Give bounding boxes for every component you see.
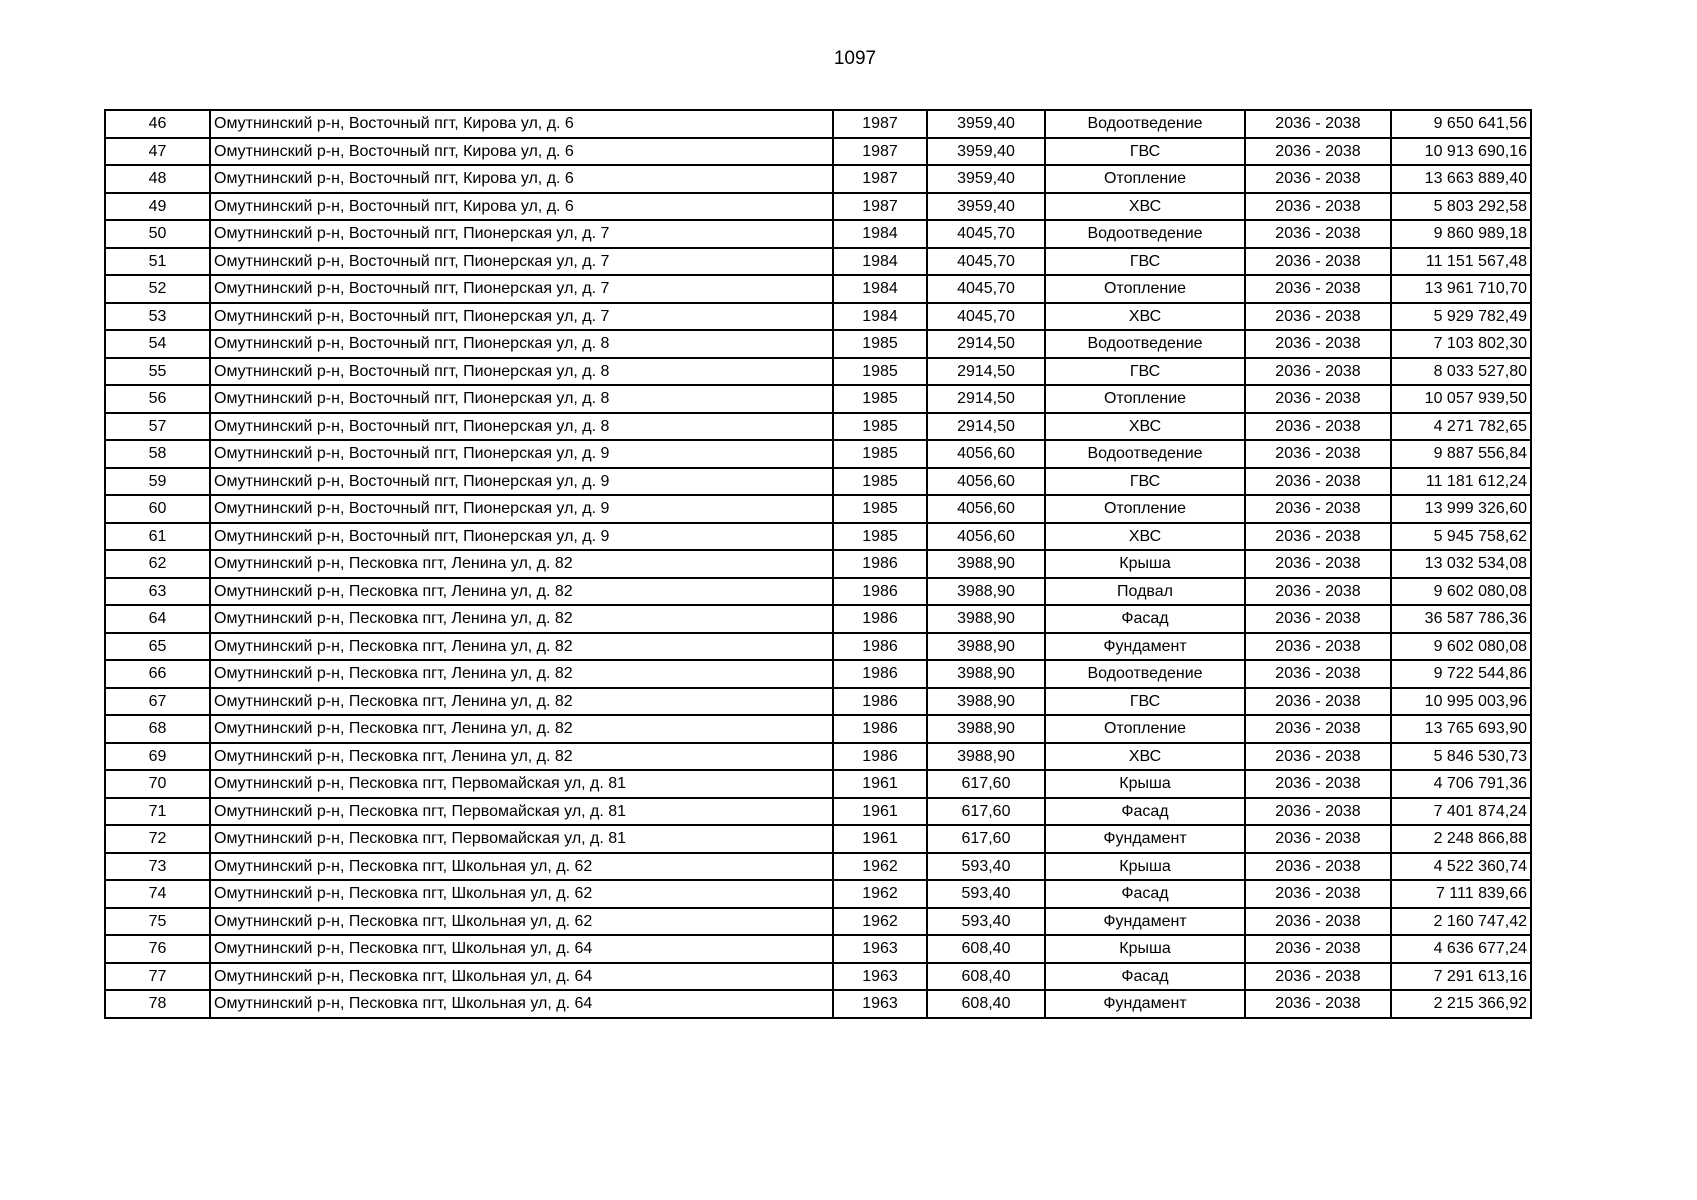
year-cell: 1986 (833, 688, 927, 716)
table-row (105, 138, 1531, 166)
work-type-cell: Фасад (1045, 880, 1245, 908)
area-cell: 593,40 (927, 908, 1045, 936)
cost-cell: 7 103 802,30 (1391, 330, 1531, 358)
cost-cell: 9 602 080,08 (1391, 633, 1531, 661)
work-type-cell: ГВС (1045, 248, 1245, 276)
row-number: 48 (105, 165, 210, 193)
row-number: 74 (105, 880, 210, 908)
area-cell: 3959,40 (927, 138, 1045, 166)
row-number: 55 (105, 358, 210, 386)
table-row (105, 440, 1531, 468)
work-type-cell: Водоотведение (1045, 220, 1245, 248)
row-number: 69 (105, 743, 210, 771)
address-cell: Омутнинский р-н, Восточный пгт, Кирова ул, д. 6 (210, 110, 833, 138)
year-cell: 1986 (833, 715, 927, 743)
area-cell: 4056,60 (927, 523, 1045, 551)
address-cell: Омутнинский р-н, Песковка пгт, Ленина ул, д. 82 (210, 715, 833, 743)
year-cell: 1984 (833, 248, 927, 276)
area-cell: 3988,90 (927, 660, 1045, 688)
work-type-cell: Фундамент (1045, 633, 1245, 661)
cost-cell: 2 248 866,88 (1391, 825, 1531, 853)
row-number: 66 (105, 660, 210, 688)
period-cell: 2036 - 2038 (1245, 248, 1391, 276)
cost-cell: 10 913 690,16 (1391, 138, 1531, 166)
table-row (105, 330, 1531, 358)
area-cell: 2914,50 (927, 413, 1045, 441)
area-cell: 617,60 (927, 770, 1045, 798)
period-cell: 2036 - 2038 (1245, 715, 1391, 743)
address-cell: Омутнинский р-н, Песковка пгт, Ленина ул, д. 82 (210, 743, 833, 771)
area-cell: 3988,90 (927, 743, 1045, 771)
cost-cell: 7 111 839,66 (1391, 880, 1531, 908)
row-number: 57 (105, 413, 210, 441)
period-cell: 2036 - 2038 (1245, 688, 1391, 716)
period-cell: 2036 - 2038 (1245, 358, 1391, 386)
table-row (105, 413, 1531, 441)
address-cell: Омутнинский р-н, Песковка пгт, Школьная ул, д. 64 (210, 990, 833, 1018)
area-cell: 3988,90 (927, 578, 1045, 606)
cost-cell: 7 291 613,16 (1391, 963, 1531, 991)
table-row (105, 495, 1531, 523)
address-cell: Омутнинский р-н, Восточный пгт, Пионерская ул, д. 9 (210, 495, 833, 523)
period-cell: 2036 - 2038 (1245, 660, 1391, 688)
row-number: 54 (105, 330, 210, 358)
year-cell: 1986 (833, 550, 927, 578)
work-type-cell: Отопление (1045, 385, 1245, 413)
row-number: 64 (105, 605, 210, 633)
row-number: 51 (105, 248, 210, 276)
year-cell: 1985 (833, 330, 927, 358)
work-type-cell: ГВС (1045, 468, 1245, 496)
period-cell: 2036 - 2038 (1245, 770, 1391, 798)
area-cell: 593,40 (927, 853, 1045, 881)
row-number: 65 (105, 633, 210, 661)
area-cell: 608,40 (927, 990, 1045, 1018)
work-type-cell: Фундамент (1045, 825, 1245, 853)
year-cell: 1985 (833, 468, 927, 496)
year-cell: 1961 (833, 798, 927, 826)
table-row (105, 660, 1531, 688)
work-type-cell: Крыша (1045, 770, 1245, 798)
table-row (105, 798, 1531, 826)
page-number: 1097 (833, 48, 877, 69)
address-cell: Омутнинский р-н, Восточный пгт, Пионерская ул, д. 7 (210, 275, 833, 303)
work-type-cell: Отопление (1045, 495, 1245, 523)
work-type-cell: ХВС (1045, 523, 1245, 551)
period-cell: 2036 - 2038 (1245, 578, 1391, 606)
year-cell: 1963 (833, 935, 927, 963)
area-cell: 3988,90 (927, 605, 1045, 633)
work-type-cell: ГВС (1045, 138, 1245, 166)
row-number: 47 (105, 138, 210, 166)
cost-cell: 9 650 641,56 (1391, 110, 1531, 138)
work-type-cell: ХВС (1045, 413, 1245, 441)
cost-cell: 4 706 791,36 (1391, 770, 1531, 798)
period-cell: 2036 - 2038 (1245, 220, 1391, 248)
cost-cell: 9 860 989,18 (1391, 220, 1531, 248)
period-cell: 2036 - 2038 (1245, 550, 1391, 578)
table-row (105, 605, 1531, 633)
period-cell: 2036 - 2038 (1245, 963, 1391, 991)
table-row (105, 248, 1531, 276)
work-type-cell: Отопление (1045, 275, 1245, 303)
period-cell: 2036 - 2038 (1245, 798, 1391, 826)
table-row (105, 715, 1531, 743)
period-cell: 2036 - 2038 (1245, 165, 1391, 193)
area-cell: 3988,90 (927, 715, 1045, 743)
area-cell: 593,40 (927, 880, 1045, 908)
address-cell: Омутнинский р-н, Восточный пгт, Пионерская ул, д. 9 (210, 523, 833, 551)
year-cell: 1961 (833, 825, 927, 853)
cost-cell: 7 401 874,24 (1391, 798, 1531, 826)
address-cell: Омутнинский р-н, Песковка пгт, Ленина ул, д. 82 (210, 550, 833, 578)
cost-cell: 11 181 612,24 (1391, 468, 1531, 496)
cost-cell: 2 160 747,42 (1391, 908, 1531, 936)
table-body (105, 110, 1531, 1018)
table-row (105, 770, 1531, 798)
year-cell: 1985 (833, 440, 927, 468)
table-row (105, 523, 1531, 551)
address-cell: Омутнинский р-н, Восточный пгт, Пионерская ул, д. 8 (210, 385, 833, 413)
table-row (105, 853, 1531, 881)
work-type-cell: Крыша (1045, 935, 1245, 963)
table-row (105, 880, 1531, 908)
address-cell: Омутнинский р-н, Песковка пгт, Школьная ул, д. 64 (210, 963, 833, 991)
row-number: 56 (105, 385, 210, 413)
area-cell: 3988,90 (927, 550, 1045, 578)
row-number: 68 (105, 715, 210, 743)
cost-cell: 5 929 782,49 (1391, 303, 1531, 331)
period-cell: 2036 - 2038 (1245, 468, 1391, 496)
period-cell: 2036 - 2038 (1245, 880, 1391, 908)
address-cell: Омутнинский р-н, Песковка пгт, Первомайская ул, д. 81 (210, 798, 833, 826)
area-cell: 4045,70 (927, 303, 1045, 331)
area-cell: 2914,50 (927, 330, 1045, 358)
year-cell: 1961 (833, 770, 927, 798)
address-cell: Омутнинский р-н, Песковка пгт, Школьная ул, д. 62 (210, 880, 833, 908)
year-cell: 1984 (833, 303, 927, 331)
table-row (105, 303, 1531, 331)
year-cell: 1987 (833, 110, 927, 138)
area-cell: 3959,40 (927, 110, 1045, 138)
period-cell: 2036 - 2038 (1245, 330, 1391, 358)
cost-cell: 11 151 567,48 (1391, 248, 1531, 276)
period-cell: 2036 - 2038 (1245, 413, 1391, 441)
work-type-cell: Подвал (1045, 578, 1245, 606)
period-cell: 2036 - 2038 (1245, 193, 1391, 221)
address-cell: Омутнинский р-н, Восточный пгт, Пионерская ул, д. 7 (210, 248, 833, 276)
address-cell: Омутнинский р-н, Восточный пгт, Кирова ул, д. 6 (210, 138, 833, 166)
work-type-cell: Крыша (1045, 550, 1245, 578)
table-row (105, 990, 1531, 1018)
table-row (105, 743, 1531, 771)
address-cell: Омутнинский р-н, Восточный пгт, Пионерская ул, д. 8 (210, 358, 833, 386)
period-cell: 2036 - 2038 (1245, 440, 1391, 468)
period-cell: 2036 - 2038 (1245, 495, 1391, 523)
row-number: 70 (105, 770, 210, 798)
address-cell: Омутнинский р-н, Песковка пгт, Первомайская ул, д. 81 (210, 825, 833, 853)
period-cell: 2036 - 2038 (1245, 110, 1391, 138)
cost-cell: 4 636 677,24 (1391, 935, 1531, 963)
row-number: 67 (105, 688, 210, 716)
cost-cell: 9 602 080,08 (1391, 578, 1531, 606)
address-cell: Омутнинский р-н, Восточный пгт, Кирова ул, д. 6 (210, 193, 833, 221)
year-cell: 1963 (833, 963, 927, 991)
cost-cell: 36 587 786,36 (1391, 605, 1531, 633)
area-cell: 3959,40 (927, 165, 1045, 193)
work-type-cell: ХВС (1045, 303, 1245, 331)
repair-schedule-table (104, 109, 1532, 1019)
address-cell: Омутнинский р-н, Песковка пгт, Ленина ул, д. 82 (210, 578, 833, 606)
work-type-cell: Фасад (1045, 798, 1245, 826)
cost-cell: 13 765 693,90 (1391, 715, 1531, 743)
work-type-cell: Фасад (1045, 605, 1245, 633)
cost-cell: 13 961 710,70 (1391, 275, 1531, 303)
year-cell: 1962 (833, 880, 927, 908)
period-cell: 2036 - 2038 (1245, 743, 1391, 771)
cost-cell: 4 522 360,74 (1391, 853, 1531, 881)
address-cell: Омутнинский р-н, Восточный пгт, Пионерская ул, д. 7 (210, 303, 833, 331)
year-cell: 1984 (833, 275, 927, 303)
work-type-cell: Водоотведение (1045, 110, 1245, 138)
period-cell: 2036 - 2038 (1245, 138, 1391, 166)
row-number: 63 (105, 578, 210, 606)
year-cell: 1985 (833, 385, 927, 413)
period-cell: 2036 - 2038 (1245, 853, 1391, 881)
year-cell: 1962 (833, 853, 927, 881)
area-cell: 4045,70 (927, 275, 1045, 303)
period-cell: 2036 - 2038 (1245, 275, 1391, 303)
work-type-cell: Крыша (1045, 853, 1245, 881)
row-number: 52 (105, 275, 210, 303)
address-cell: Омутнинский р-н, Восточный пгт, Кирова ул, д. 6 (210, 165, 833, 193)
cost-cell: 10 995 003,96 (1391, 688, 1531, 716)
period-cell: 2036 - 2038 (1245, 523, 1391, 551)
table-row (105, 963, 1531, 991)
year-cell: 1986 (833, 578, 927, 606)
work-type-cell: Фасад (1045, 963, 1245, 991)
year-cell: 1986 (833, 743, 927, 771)
year-cell: 1985 (833, 495, 927, 523)
cost-cell: 13 999 326,60 (1391, 495, 1531, 523)
year-cell: 1985 (833, 413, 927, 441)
year-cell: 1987 (833, 193, 927, 221)
cost-cell: 10 057 939,50 (1391, 385, 1531, 413)
row-number: 72 (105, 825, 210, 853)
year-cell: 1985 (833, 523, 927, 551)
work-type-cell: ГВС (1045, 688, 1245, 716)
row-number: 75 (105, 908, 210, 936)
work-type-cell: Отопление (1045, 165, 1245, 193)
address-cell: Омутнинский р-н, Восточный пгт, Пионерская ул, д. 7 (210, 220, 833, 248)
period-cell: 2036 - 2038 (1245, 605, 1391, 633)
area-cell: 3988,90 (927, 688, 1045, 716)
cost-cell: 5 945 758,62 (1391, 523, 1531, 551)
row-number: 73 (105, 853, 210, 881)
area-cell: 3959,40 (927, 193, 1045, 221)
table-row (105, 468, 1531, 496)
period-cell: 2036 - 2038 (1245, 908, 1391, 936)
year-cell: 1984 (833, 220, 927, 248)
period-cell: 2036 - 2038 (1245, 385, 1391, 413)
cost-cell: 13 032 534,08 (1391, 550, 1531, 578)
address-cell: Омутнинский р-н, Восточный пгт, Пионерская ул, д. 8 (210, 330, 833, 358)
year-cell: 1986 (833, 633, 927, 661)
table-row (105, 385, 1531, 413)
row-number: 71 (105, 798, 210, 826)
row-number: 78 (105, 990, 210, 1018)
cost-cell: 4 271 782,65 (1391, 413, 1531, 441)
period-cell: 2036 - 2038 (1245, 633, 1391, 661)
cost-cell: 9 887 556,84 (1391, 440, 1531, 468)
year-cell: 1986 (833, 605, 927, 633)
year-cell: 1985 (833, 358, 927, 386)
year-cell: 1986 (833, 660, 927, 688)
year-cell: 1987 (833, 138, 927, 166)
work-type-cell: Водоотведение (1045, 330, 1245, 358)
address-cell: Омутнинский р-н, Песковка пгт, Школьная ул, д. 62 (210, 853, 833, 881)
row-number: 60 (105, 495, 210, 523)
year-cell: 1962 (833, 908, 927, 936)
table-row (105, 110, 1531, 138)
address-cell: Омутнинский р-н, Песковка пгт, Ленина ул, д. 82 (210, 660, 833, 688)
area-cell: 617,60 (927, 825, 1045, 853)
address-cell: Омутнинский р-н, Восточный пгт, Пионерская ул, д. 9 (210, 440, 833, 468)
period-cell: 2036 - 2038 (1245, 825, 1391, 853)
area-cell: 4056,60 (927, 440, 1045, 468)
row-number: 61 (105, 523, 210, 551)
area-cell: 4045,70 (927, 220, 1045, 248)
row-number: 49 (105, 193, 210, 221)
work-type-cell: Фундамент (1045, 990, 1245, 1018)
address-cell: Омутнинский р-н, Восточный пгт, Пионерская ул, д. 8 (210, 413, 833, 441)
table-row (105, 193, 1531, 221)
area-cell: 4056,60 (927, 468, 1045, 496)
row-number: 62 (105, 550, 210, 578)
cost-cell: 2 215 366,92 (1391, 990, 1531, 1018)
work-type-cell: Отопление (1045, 715, 1245, 743)
table-row (105, 165, 1531, 193)
row-number: 77 (105, 963, 210, 991)
cost-cell: 13 663 889,40 (1391, 165, 1531, 193)
work-type-cell: Водоотведение (1045, 440, 1245, 468)
period-cell: 2036 - 2038 (1245, 935, 1391, 963)
cost-cell: 5 846 530,73 (1391, 743, 1531, 771)
cost-cell: 8 033 527,80 (1391, 358, 1531, 386)
address-cell: Омутнинский р-н, Песковка пгт, Школьная ул, д. 64 (210, 935, 833, 963)
table-row (105, 935, 1531, 963)
address-cell: Омутнинский р-н, Песковка пгт, Ленина ул, д. 82 (210, 688, 833, 716)
work-type-cell: Водоотведение (1045, 660, 1245, 688)
work-type-cell: ХВС (1045, 193, 1245, 221)
table-row (105, 275, 1531, 303)
area-cell: 2914,50 (927, 358, 1045, 386)
table-row (105, 358, 1531, 386)
year-cell: 1963 (833, 990, 927, 1018)
work-type-cell: ХВС (1045, 743, 1245, 771)
row-number: 59 (105, 468, 210, 496)
row-number: 53 (105, 303, 210, 331)
work-type-cell: Фундамент (1045, 908, 1245, 936)
table-row (105, 825, 1531, 853)
table-row (105, 633, 1531, 661)
period-cell: 2036 - 2038 (1245, 303, 1391, 331)
cost-cell: 5 803 292,58 (1391, 193, 1531, 221)
area-cell: 4056,60 (927, 495, 1045, 523)
area-cell: 617,60 (927, 798, 1045, 826)
area-cell: 4045,70 (927, 248, 1045, 276)
address-cell: Омутнинский р-н, Восточный пгт, Пионерская ул, д. 9 (210, 468, 833, 496)
row-number: 46 (105, 110, 210, 138)
work-type-cell: ГВС (1045, 358, 1245, 386)
area-cell: 608,40 (927, 935, 1045, 963)
table-row (105, 688, 1531, 716)
table-row (105, 220, 1531, 248)
row-number: 76 (105, 935, 210, 963)
table-row (105, 908, 1531, 936)
table-row (105, 578, 1531, 606)
row-number: 58 (105, 440, 210, 468)
area-cell: 608,40 (927, 963, 1045, 991)
row-number: 50 (105, 220, 210, 248)
address-cell: Омутнинский р-н, Песковка пгт, Ленина ул, д. 82 (210, 633, 833, 661)
cost-cell: 9 722 544,86 (1391, 660, 1531, 688)
area-cell: 3988,90 (927, 633, 1045, 661)
year-cell: 1987 (833, 165, 927, 193)
address-cell: Омутнинский р-н, Песковка пгт, Первомайская ул, д. 81 (210, 770, 833, 798)
area-cell: 2914,50 (927, 385, 1045, 413)
address-cell: Омутнинский р-н, Песковка пгт, Школьная ул, д. 62 (210, 908, 833, 936)
address-cell: Омутнинский р-н, Песковка пгт, Ленина ул, д. 82 (210, 605, 833, 633)
table-row (105, 550, 1531, 578)
period-cell: 2036 - 2038 (1245, 990, 1391, 1018)
